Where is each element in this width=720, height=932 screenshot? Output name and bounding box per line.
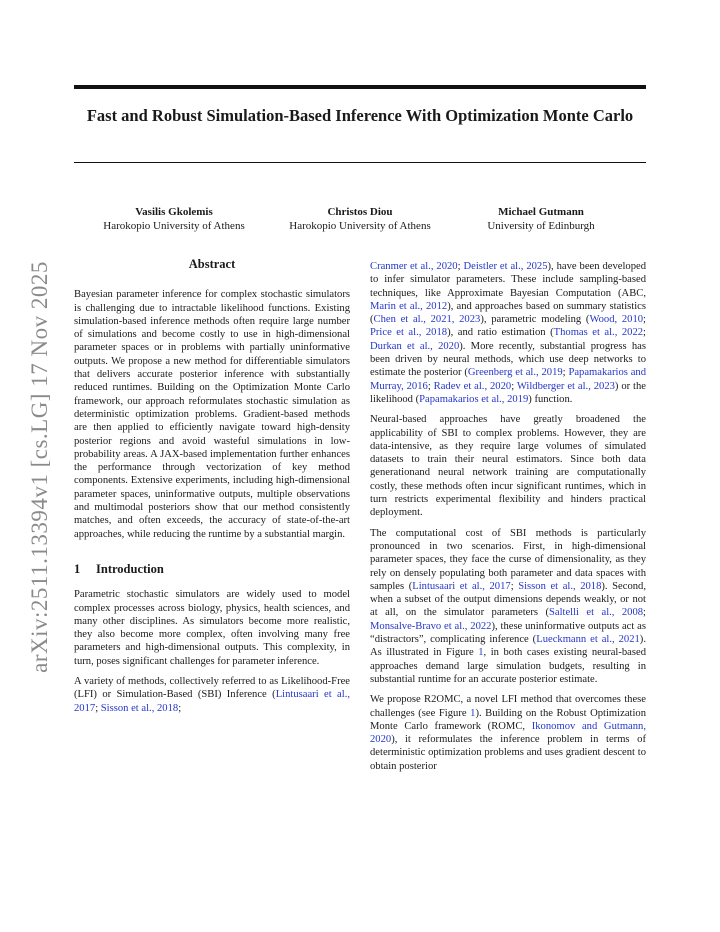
- citation-link[interactable]: Ikonomov and Gutmann, 2020: [370, 720, 646, 746]
- citation-link[interactable]: Monsalve-Bravo et al., 2022: [370, 620, 492, 632]
- left-column: [74, 258, 350, 722]
- citation-link[interactable]: Wildberger et al., 2023: [516, 380, 615, 392]
- citation-link[interactable]: Lintusaari et al., 2017: [412, 580, 511, 592]
- abstract-text: Bayesian parameter inference for complex stochastic simulators is challenging due to intractable likelihood functions. Existing simulation-based inference methods often require large number of simulations and become costly to use in high-dimensional parameter spaces or in problems with partially uninformative outputs. We propose a new method for differentiable simulators that delivers accurate posterior inference with substantially reduced runtimes. Building on the Optimization Monte Carlo framework, our approach reformulates stochastic simulation as deterministic optimization problems. Gradient-based methods are then applied to efficiently navigate toward high-density posterior regions and avoid wasteful simulations in low-probability areas. A JAX-based implementation further enhances the performance through vectorization of key method components. Extensive experiments, including high-dimensional parameter spaces, uninformative outputs, multiple observations and multimodal posteriors show that our method consistently matches, and often exceeds, the accuracy of state-of-the-art approaches, while reducing the runtime by a substantial margin.: [74, 289, 350, 540]
- citation-link[interactable]: Sisson et al., 2018: [518, 580, 602, 592]
- citation-link[interactable]: Wood, 2010: [589, 314, 644, 326]
- title-rule-bottom: [74, 162, 646, 163]
- paper-title: Fast and Robust Simulation-Based Inference With Optimization Monte Carlo: [86, 106, 634, 125]
- intro-paragraph-2: [74, 675, 350, 715]
- text-span: ), and approaches based on summary statistics (: [370, 300, 646, 326]
- text-span: ). Second, when a subset of the output dimensions depends weakly, or not at all, on the simulator parameters (: [370, 580, 646, 619]
- citation-link[interactable]: Greenberg et al., 2019: [467, 367, 563, 379]
- text-span: The computational cost of SBI methods is particularly pronounced in two scenarios. First, in high-dimensional parameter spaces, they face the curse of dimensionality, as they rely on densely populating both parameter and data spaces with samples (: [370, 527, 646, 592]
- citation-link[interactable]: Lintusaari et al., 2017: [74, 689, 350, 714]
- text-span: ;: [643, 327, 646, 339]
- author-block: [74, 205, 646, 239]
- citation-link[interactable]: Price et al., 2018: [370, 327, 448, 339]
- author-3: [446, 205, 636, 233]
- title-rule-top: [74, 85, 646, 89]
- text-span: ) function.: [528, 393, 573, 405]
- right-column: [370, 260, 646, 780]
- text-span: ;: [643, 314, 646, 326]
- citation-link[interactable]: Marin et al., 2012: [370, 300, 448, 312]
- intro-paragraph-3: [370, 260, 646, 406]
- citation-link[interactable]: Thomas et al., 2022: [553, 327, 644, 339]
- text-span: ;: [510, 580, 519, 592]
- intro-paragraph-6: [370, 693, 646, 773]
- citation-link[interactable]: Deistler et al., 2025: [463, 261, 548, 272]
- intro-paragraph-5: [370, 527, 646, 687]
- text-span: ), have been developed to infer simulator parameters. These include sampling-based techniques, like Approximate Bayesian Computation (ABC,: [370, 261, 646, 299]
- author-name: Michael Gutmann: [498, 206, 584, 218]
- author-affiliation: Harokopio University of Athens: [289, 220, 431, 232]
- intro-paragraph-4: Neural-based approaches have greatly broadened the applicability of SBI to complex problems. However, they are data-intensive, as they require large volumes of simulated datasets to train their neural estimators. Since both data generationand neural network training are computationally costly, these methods often incur significant runtimes, which in turn restricts experimental flexibility and hinders practical deployment.: [370, 414, 646, 519]
- text-span: We propose R2OMC, a novel LFI method that overcomes these challenges (see Figure: [370, 694, 646, 719]
- abstract-heading: Abstract: [188, 257, 236, 271]
- citation-link[interactable]: Saltelli et al., 2008: [548, 607, 644, 619]
- text-span: ;: [562, 367, 569, 379]
- citation-link[interactable]: Papamakarios and Murray, 2016: [370, 367, 646, 392]
- author-affiliation: University of Edinburgh: [487, 220, 595, 232]
- text-span: ), these uninformative outputs act as “distractors”, complicating inference (: [370, 620, 646, 646]
- citation-link[interactable]: Cranmer et al., 2020: [370, 261, 458, 272]
- figure-link[interactable]: 1: [478, 647, 484, 659]
- text-span: ;: [95, 702, 101, 714]
- citation-link[interactable]: Lueckmann et al., 2021: [536, 634, 640, 646]
- text-span: ). As illustrated in Figure: [370, 634, 646, 659]
- text-span: , in both cases existing neural-based approaches demand large simulation budgets, resulting in substantial runtime for an accurate posterior estimate.: [370, 647, 646, 685]
- text-span: A variety of methods, collectively referred to as Likelihood-Free (LFI) or Simulation-Based (SBI) Inference (: [74, 676, 350, 701]
- figure-link[interactable]: 1: [470, 707, 476, 719]
- citation-link[interactable]: Radev et al., 2020: [433, 380, 512, 392]
- text-span: ;: [178, 702, 182, 714]
- text-span: ) or the likelihood (: [370, 380, 647, 405]
- citation-link[interactable]: Durkan et al., 2020: [370, 340, 460, 352]
- author-name: Vasilis Gkolemis: [135, 206, 213, 218]
- text-span: ), it reformulates the inference problem in terms of deterministic optimization problems and uses gradient descent to obtain posterior: [370, 734, 646, 772]
- author-affiliation: Harokopio University of Athens: [103, 220, 245, 232]
- author-name: Christos Diou: [327, 206, 393, 218]
- author-2: [260, 205, 460, 233]
- citation-link[interactable]: Papamakarios et al., 2019: [419, 393, 529, 405]
- citation-link[interactable]: Sisson et al., 2018: [100, 702, 179, 714]
- arxiv-stamp: arXiv:2511.13394v1 [cs.LG] 17 Nov 2025: [27, 261, 52, 673]
- section-heading-introduction: [74, 563, 350, 576]
- text-span: ). More recently, substantial progress has been driven by neural methods, which use deep networks to estimate the posterior (: [370, 340, 646, 379]
- text-span: ;: [643, 607, 646, 619]
- text-span: ;: [427, 380, 434, 392]
- text-span: ), parametric modeling (: [480, 314, 590, 326]
- author-1: [74, 205, 274, 233]
- section-number: 1: [74, 561, 81, 576]
- text-span: ). Building on the Robust Optimization Monte Carlo framework (ROMC,: [370, 707, 646, 732]
- intro-paragraph-1: Parametric stochastic simulators are widely used to model complex processes across biology, physics, health sciences, and many other disciplines. As simulators become more realistic, they also become more complex, often involving many free parameters and high-dimensional outputs. This complexity, in turn, poses significant challenges for parameter inference.: [74, 589, 350, 667]
- text-span: ;: [511, 380, 517, 392]
- section-title: Introduction: [96, 561, 164, 576]
- text-span: ), and ratio estimation (: [447, 327, 554, 339]
- citation-link[interactable]: Chen et al., 2021, 2023: [373, 314, 481, 326]
- text-span: ;: [457, 261, 464, 272]
